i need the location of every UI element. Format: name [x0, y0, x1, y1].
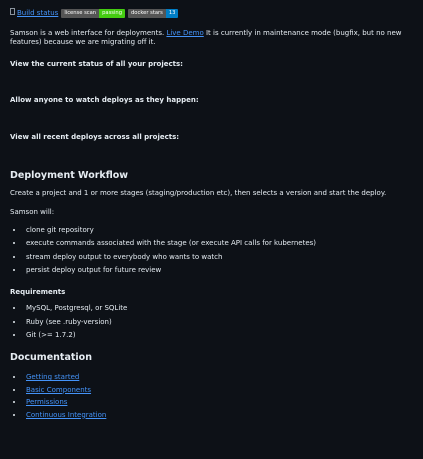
view-status-text: View the current status of all your projects:: [10, 59, 183, 68]
intro-paragraph: [10, 29, 415, 48]
list-item: • Ruby (see .ruby-version): [24, 318, 415, 327]
documentation-heading: Documentation: [10, 352, 92, 364]
intro-text-before: Samson is a web interface for deployments.: [10, 29, 167, 37]
documentation-links-list: [10, 373, 415, 420]
list-item: [24, 411, 415, 420]
readme-content: [10, 8, 415, 423]
list-item: [24, 398, 415, 407]
license-scan-value: passing: [99, 9, 125, 18]
list-item: • persist deploy output for future review: [24, 266, 415, 275]
requirements-heading: Requirements: [10, 287, 66, 296]
docker-stars-badge[interactable]: [128, 9, 178, 18]
continuous-integration-link[interactable]: Continuous Integration: [26, 410, 107, 419]
permissions-link[interactable]: Permissions: [26, 398, 68, 407]
license-scan-label: license scan: [61, 9, 99, 18]
list-item: [24, 386, 415, 395]
list-item: • MySQL, Postgresql, or SQLite: [24, 304, 415, 313]
list-item: [24, 373, 415, 382]
license-scan-badge[interactable]: [61, 9, 125, 18]
workflow-heading: Deployment Workflow: [10, 170, 129, 182]
view-recent-text: View all recent deploys across all projects:: [10, 132, 180, 141]
list-item: • clone git repository: [24, 226, 415, 235]
docker-stars-label: docker stars: [128, 9, 166, 18]
workflow-steps-list: [10, 226, 415, 276]
build-status-label: Build status: [17, 8, 59, 17]
basic-components-link[interactable]: Basic Components: [26, 385, 92, 394]
build-status-badge[interactable]: [10, 9, 58, 18]
view-watch-text: Allow anyone to watch deploys as they happen:: [10, 96, 199, 105]
status-image-placeholder: [10, 69, 415, 96]
requirements-list: [10, 304, 415, 340]
workflow-description: Create a project and 1 or more stages (staging/production etc), then selects a version and start the deploy.: [10, 189, 387, 197]
badge-row: [10, 8, 415, 19]
list-item: • execute commands associated with the stage (or execute API calls for kubernetes): [24, 239, 415, 248]
list-item: • Git (>= 1.7.2): [24, 331, 415, 340]
getting-started-link[interactable]: Getting started: [26, 373, 80, 382]
list-item: • stream deploy output to everybody who wants to watch: [24, 253, 415, 262]
docker-stars-value: 13: [166, 9, 179, 18]
live-demo-link[interactable]: Live Demo: [166, 29, 204, 37]
intro-text-after: It is currently in maintenance mode (bugfix, but no new features) because we are migrating off it.: [10, 29, 402, 47]
broken-image-icon: [10, 8, 15, 15]
samson-will-text: Samson will:: [10, 208, 55, 217]
watch-image-placeholder: [10, 106, 415, 133]
recent-image-placeholder: [10, 142, 415, 170]
